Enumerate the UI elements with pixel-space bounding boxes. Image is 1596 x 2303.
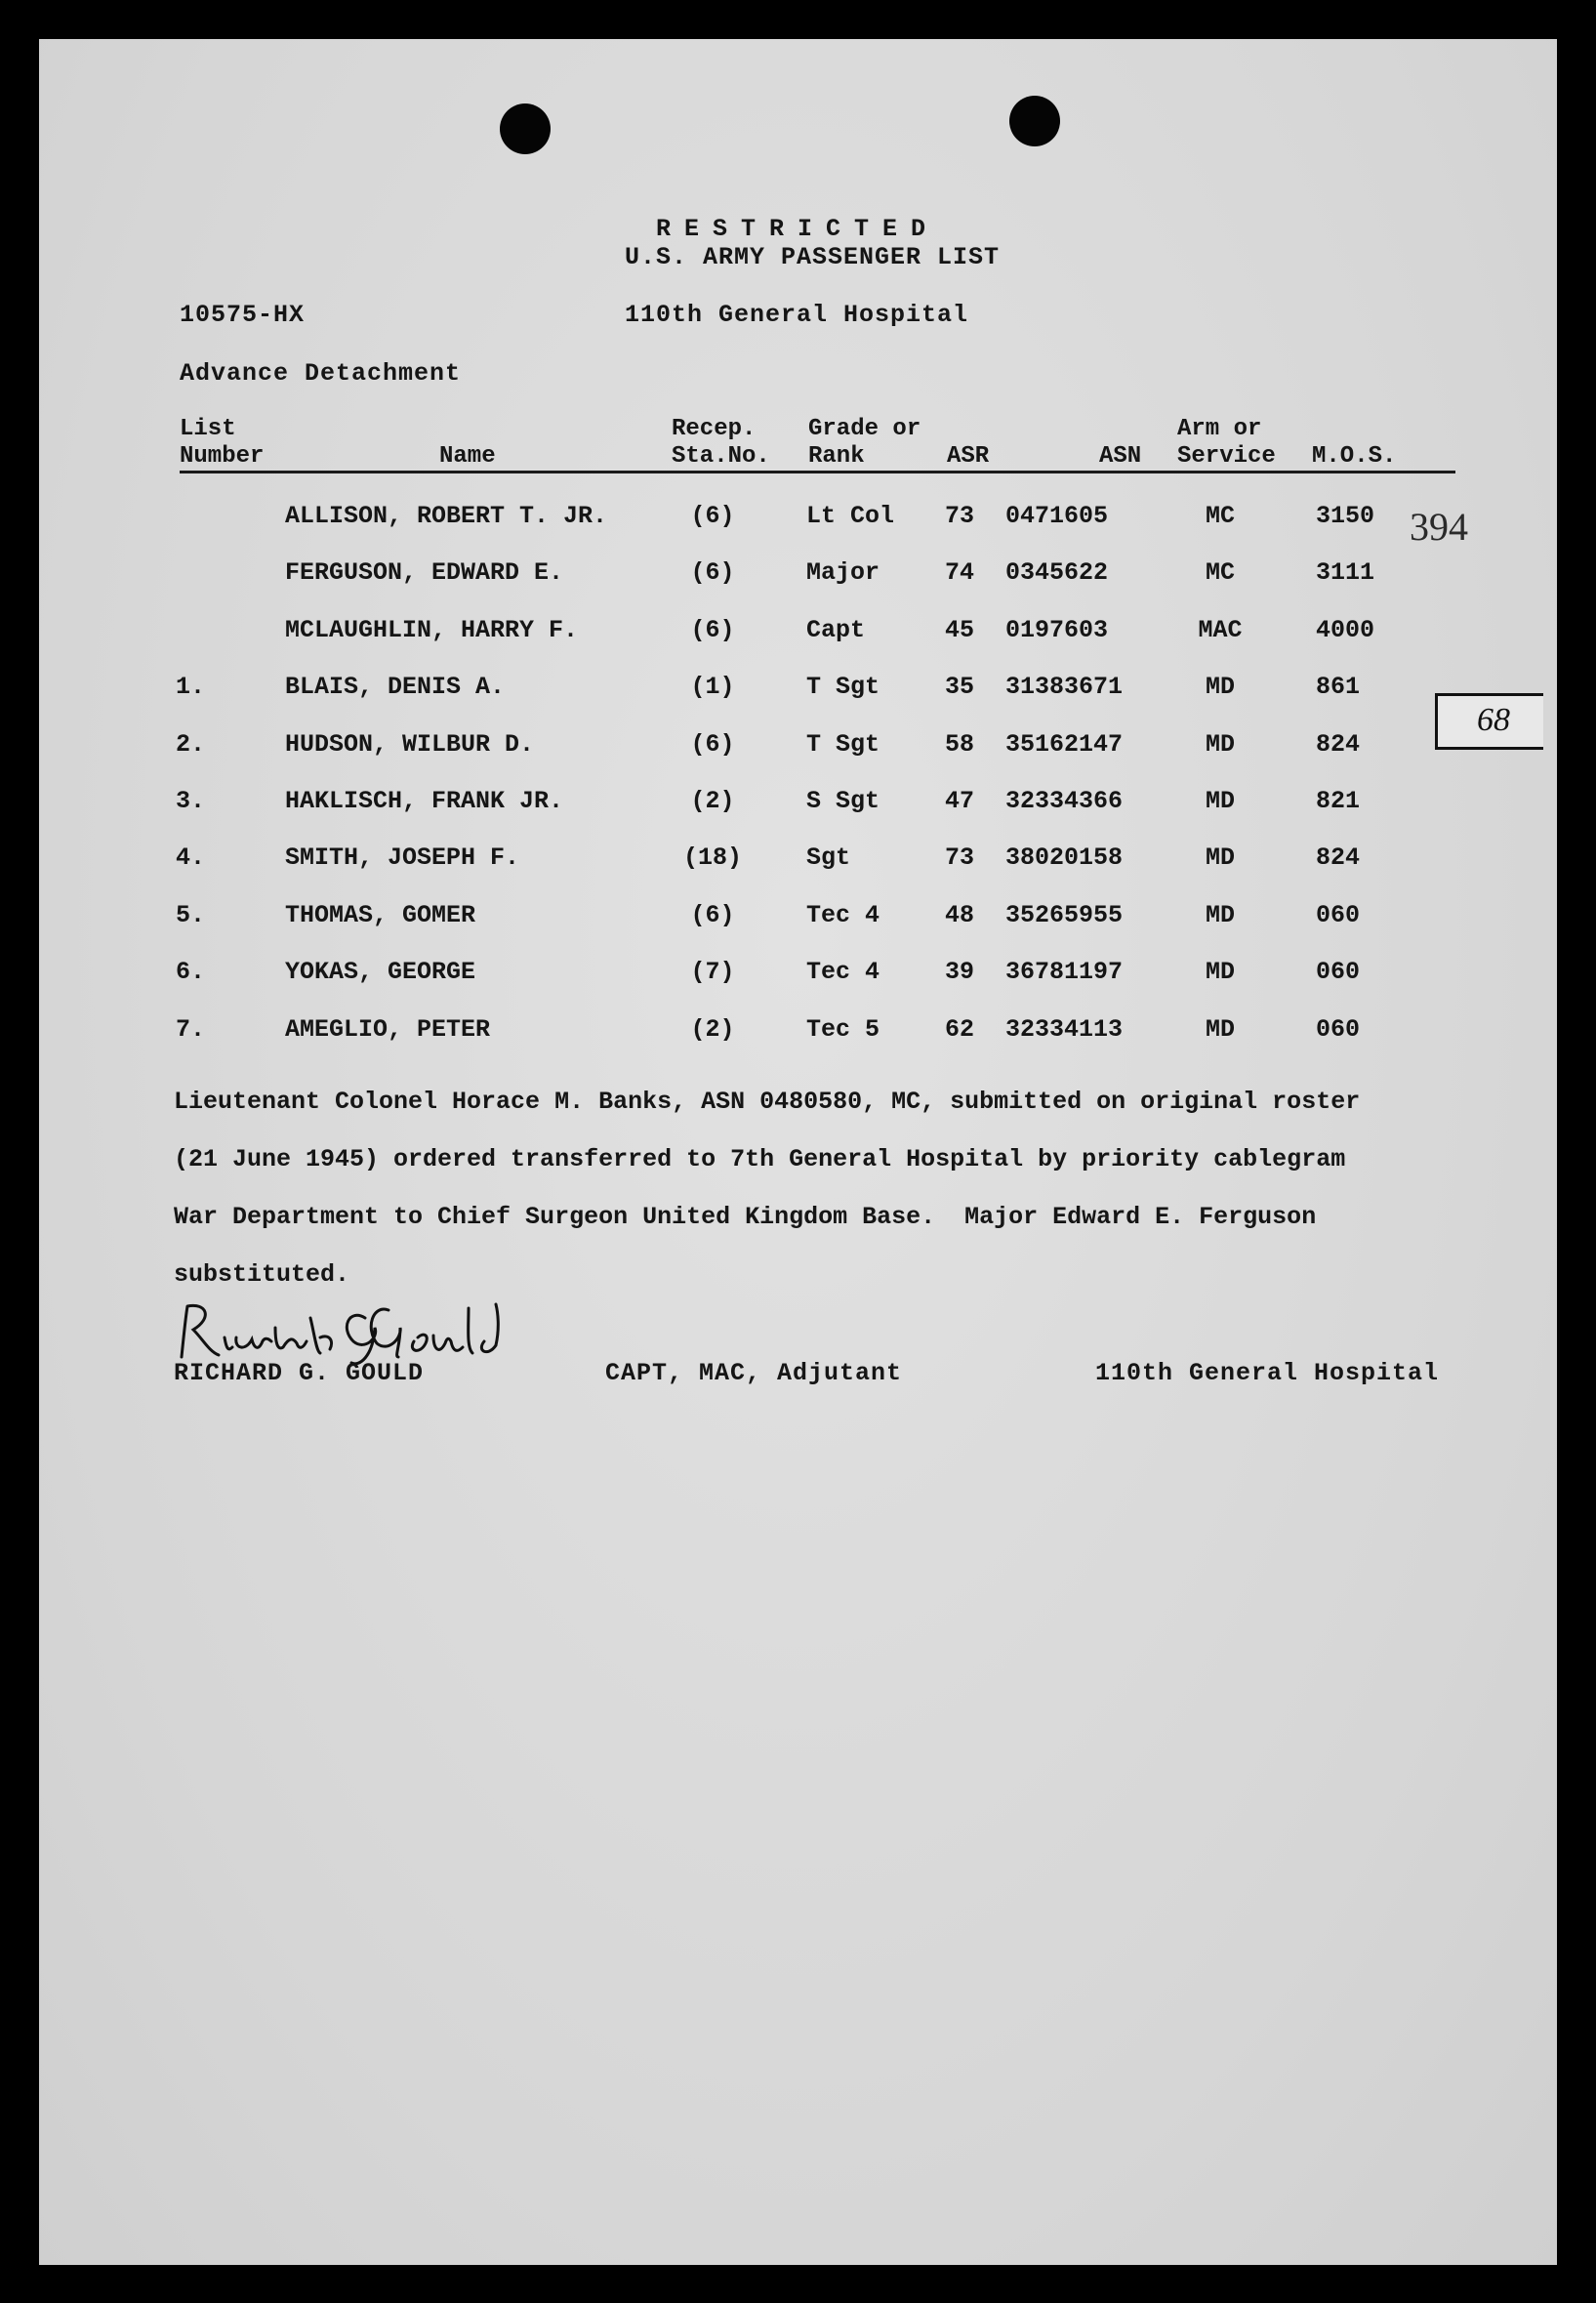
signatory-unit: 110th General Hospital — [1095, 1359, 1440, 1387]
passenger-name: ALLISON, ROBERT T. JR. — [285, 502, 608, 530]
index-tab-number: 68 — [1477, 702, 1510, 738]
note-line: Lieutenant Colonel Horace M. Banks, ASN 0480580, MC, submitted on original roster — [174, 1088, 1361, 1116]
army-serial-number: 0197603 — [1005, 615, 1109, 644]
header-rule — [180, 471, 1455, 473]
passenger-name: HUDSON, WILBUR D. — [285, 729, 535, 759]
grade-rank: T Sgt — [806, 673, 880, 702]
arm-service: MD — [1205, 1014, 1235, 1044]
arm-service: MD — [1205, 729, 1235, 759]
passenger-name: FERGUSON, EDWARD E. — [285, 558, 564, 588]
army-serial-number: 35265955 — [1005, 900, 1124, 929]
mos-code: 4000 — [1316, 615, 1375, 644]
column-header-asr: ASR — [947, 443, 990, 470]
arm-service: MD — [1205, 787, 1235, 815]
army-serial-number: 0345622 — [1005, 558, 1109, 588]
note-line: substituted. — [174, 1260, 350, 1289]
punch-hole — [500, 103, 551, 154]
column-header-asn: ASN — [1099, 443, 1142, 470]
table-row — [39, 616, 1557, 655]
grade-rank: Sgt — [806, 843, 851, 873]
asr-score: 74 — [945, 558, 975, 588]
table-row — [39, 843, 1557, 883]
asr-score: 39 — [945, 958, 975, 987]
reception-station: (6) — [690, 615, 735, 644]
list-number: 7. — [176, 1014, 206, 1044]
table-row — [39, 787, 1557, 826]
passenger-name: BLAIS, DENIS A. — [285, 673, 506, 702]
punch-hole — [1009, 96, 1060, 146]
army-serial-number: 36781197 — [1005, 958, 1124, 987]
asr-score: 45 — [945, 615, 975, 644]
index-tab — [1435, 693, 1543, 750]
asr-score: 73 — [945, 502, 975, 530]
reception-station: (2) — [690, 787, 735, 815]
table-row — [39, 1015, 1557, 1054]
grade-rank: Lt Col — [806, 502, 895, 530]
unit-name: 110th General Hospital — [625, 301, 969, 329]
column-header-recep: Recep. Sta.No. — [672, 416, 770, 470]
reception-station: (1) — [690, 673, 735, 702]
arm-service: MAC — [1198, 615, 1243, 644]
asr-score: 73 — [945, 843, 975, 873]
mos-code: 060 — [1316, 900, 1361, 929]
passenger-name: YOKAS, GEORGE — [285, 958, 476, 987]
asr-score: 35 — [945, 673, 975, 702]
column-header-name: Name — [439, 443, 496, 470]
grade-rank: T Sgt — [806, 729, 880, 759]
asr-score: 58 — [945, 729, 975, 759]
signatory-name: RICHARD G. GOULD — [174, 1359, 425, 1387]
army-serial-number: 38020158 — [1005, 843, 1124, 873]
grade-rank: Tec 5 — [806, 1014, 880, 1044]
list-title: U.S. ARMY PASSENGER LIST — [625, 243, 1001, 271]
reception-station: (6) — [690, 729, 735, 759]
grade-rank: Tec 4 — [806, 958, 880, 987]
arm-service: MC — [1205, 502, 1235, 530]
grade-rank: Major — [806, 558, 880, 588]
signatory-title: CAPT, MAC, Adjutant — [605, 1359, 903, 1387]
arm-service: MD — [1205, 900, 1235, 929]
column-header-arm: Arm or Service — [1177, 416, 1276, 470]
table-row — [39, 958, 1557, 997]
mos-code: 060 — [1316, 958, 1361, 987]
asr-score: 47 — [945, 787, 975, 815]
note-line: (21 June 1945) ordered transferred to 7th General Hospital by priority cablegram — [174, 1145, 1346, 1173]
list-number: 6. — [176, 958, 206, 987]
passenger-name: SMITH, JOSEPH F. — [285, 843, 520, 873]
list-number: 2. — [176, 729, 206, 759]
army-serial-number: 31383671 — [1005, 673, 1124, 702]
mos-code: 3111 — [1316, 558, 1375, 588]
table-row — [39, 901, 1557, 940]
army-serial-number: 0471605 — [1005, 502, 1109, 530]
list-number: 1. — [176, 673, 206, 702]
table-row — [39, 730, 1557, 769]
list-number: 3. — [176, 787, 206, 815]
stamped-page-number: 394 — [1410, 505, 1468, 549]
mos-code: 824 — [1316, 843, 1361, 873]
passenger-name: HAKLISCH, FRANK JR. — [285, 787, 564, 815]
mos-code: 861 — [1316, 673, 1361, 702]
grade-rank: S Sgt — [806, 787, 880, 815]
passenger-name: THOMAS, GOMER — [285, 900, 476, 929]
mos-code: 821 — [1316, 787, 1361, 815]
column-header-grade: Grade or Rank — [808, 416, 921, 470]
reception-station: (6) — [690, 502, 735, 530]
passenger-name: AMEGLIO, PETER — [285, 1014, 491, 1044]
reception-station: (6) — [690, 900, 735, 929]
arm-service: MD — [1205, 843, 1235, 873]
document-id: 10575-HX — [180, 301, 306, 329]
classification-heading: RESTRICTED — [656, 215, 940, 243]
table-row — [39, 673, 1557, 712]
table-row — [39, 558, 1557, 597]
asr-score: 62 — [945, 1014, 975, 1044]
arm-service: MD — [1205, 673, 1235, 702]
reception-station: (18) — [682, 843, 742, 873]
army-serial-number: 32334366 — [1005, 787, 1124, 815]
asr-score: 48 — [945, 900, 975, 929]
list-number: 5. — [176, 900, 206, 929]
reception-station: (7) — [690, 958, 735, 987]
detachment-label: Advance Detachment — [180, 359, 462, 388]
mos-code: 060 — [1316, 1014, 1361, 1044]
reception-station: (6) — [690, 558, 735, 588]
mos-code: 3150 — [1316, 502, 1375, 530]
column-header-list-number: List Number — [180, 416, 265, 470]
grade-rank: Capt — [806, 615, 866, 644]
mos-code: 824 — [1316, 729, 1361, 759]
army-serial-number: 35162147 — [1005, 729, 1124, 759]
list-number: 4. — [176, 843, 206, 873]
arm-service: MC — [1205, 558, 1235, 588]
arm-service: MD — [1205, 958, 1235, 987]
army-serial-number: 32334113 — [1005, 1014, 1124, 1044]
table-row — [39, 502, 1557, 541]
grade-rank: Tec 4 — [806, 900, 880, 929]
note-line: War Department to Chief Surgeon United Kingdom Base. Major Edward E. Ferguson — [174, 1203, 1317, 1231]
reception-station: (2) — [690, 1014, 735, 1044]
column-header-mos: M.O.S. — [1312, 443, 1397, 470]
document-page — [39, 39, 1557, 2265]
passenger-name: MCLAUGHLIN, HARRY F. — [285, 615, 579, 644]
